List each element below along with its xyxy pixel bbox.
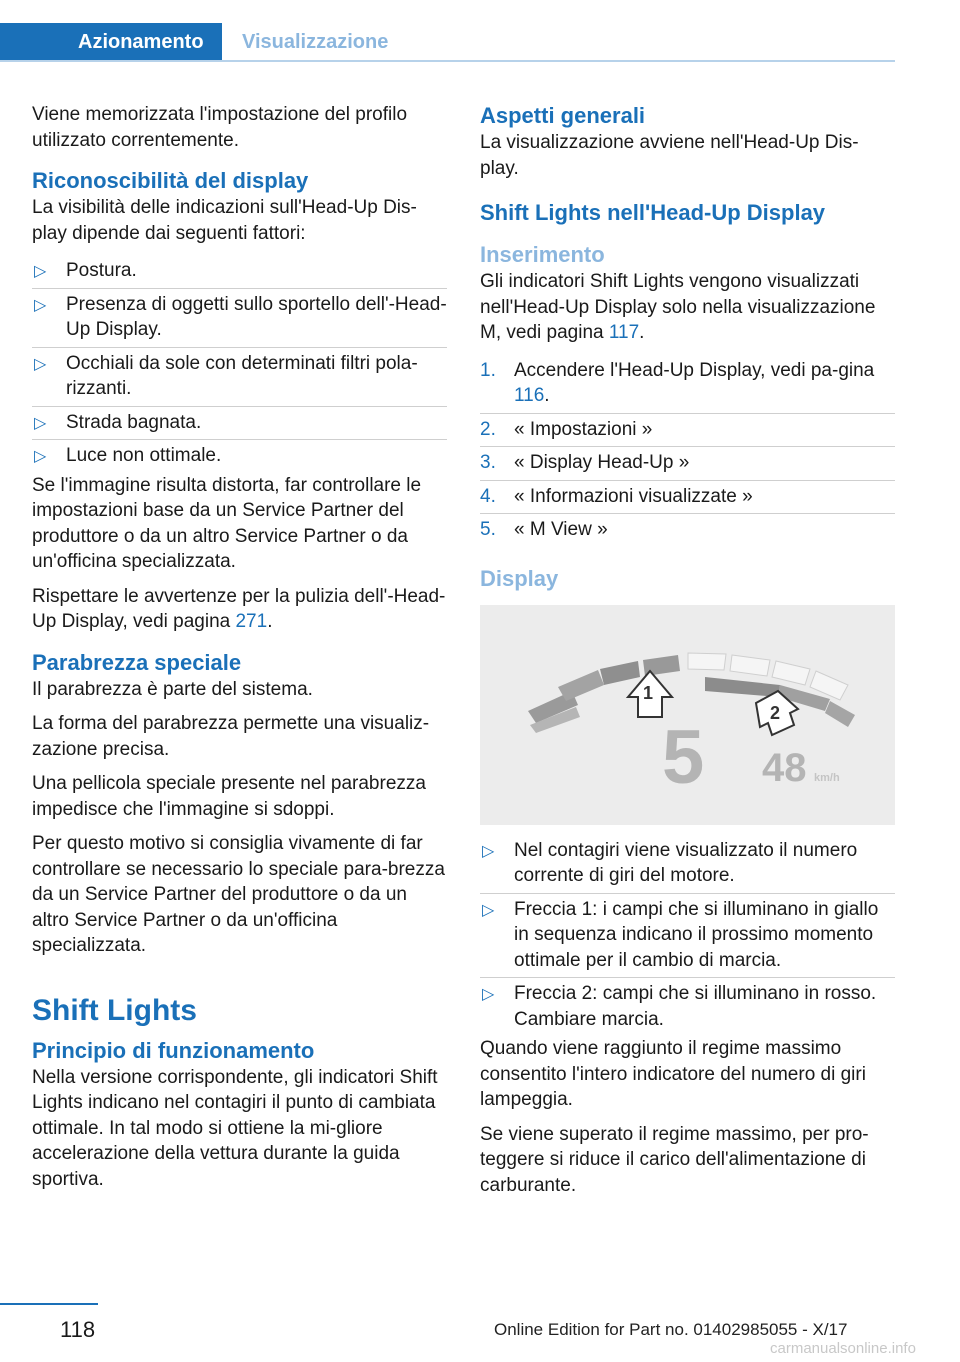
heading-visibility: Riconoscibilità del display — [32, 168, 309, 193]
paragraph-activation: Gli indicatori Shift Lights vengono visualizzati nell'Head-Up Display solo nella visualizzazione M, vedi pagina 117. — [480, 271, 876, 343]
watermark: carmanualsonline.info — [770, 1340, 916, 1357]
visibility-factors-list — [32, 255, 447, 473]
list-item: ▷ Freccia 2: campi che si illuminano in rosso. Cambiare marcia. — [482, 983, 877, 1030]
triangle-bullet-icon: ▷ — [34, 355, 47, 373]
triangle-bullet-icon: ▷ — [482, 901, 495, 919]
right-column — [480, 102, 895, 1207]
triangle-bullet-icon: ▷ — [34, 263, 47, 280]
triangle-bullet-icon: ▷ — [34, 296, 47, 314]
paragraph-max-rpm-1: Quando viene raggiunto il regime massimo consentito l'intero indicatore del numero di giri lampeggia. — [480, 1038, 866, 1110]
paragraph-cleaning: Rispettare le avvertenze per la pulizia dell'-Head-Up Display, vedi pagina 271. — [32, 585, 446, 632]
heading-activation: Inserimento — [480, 242, 605, 267]
arrow-2-label: 2 — [770, 702, 781, 723]
paragraph-principle: Nella versione corrispondente, gli indicatori Shift Lights indicano nel contagiri il punto di cambiata ottimale. In tal modo si ottiene la mi-gliore accelerazione della vettura durante la guida sportiva. — [32, 1066, 438, 1190]
list-item: ▷ Strada bagnata. — [32, 407, 447, 441]
heading-general: Aspetti generali — [480, 103, 646, 128]
display-items-list — [480, 835, 895, 1037]
heading-shift-hud: Shift Lights nell'Head-Up Display — [480, 200, 826, 225]
paragraph-windscreen-1: Il parabrezza è parte del sistema. — [32, 678, 313, 700]
triangle-bullet-icon: ▷ — [34, 414, 47, 432]
page-link-117[interactable]: 117 — [608, 322, 640, 343]
triangle-bullet-icon: ▷ — [482, 842, 495, 860]
page-link-116[interactable]: 116 — [514, 385, 545, 406]
list-item: ▷ Luce non ottimale. — [32, 440, 447, 473]
paragraph-general: La visualizzazione avviene nell'Head-Up Dis-play. — [480, 132, 859, 179]
left-column — [32, 102, 447, 1201]
edition-note: Online Edition for Part no. 01402985055 - X/17 — [494, 1320, 848, 1339]
activation-steps-list — [480, 355, 895, 547]
heading-display: Display — [480, 565, 559, 591]
list-item: ▷ Occhiali da sole con determinati filtri pola-rizzanti. — [32, 348, 447, 407]
paragraph-profile: Viene memorizzata l'impostazione del profilo utilizzato correntemente. — [32, 104, 408, 151]
paragraph-max-rpm-2: Se viene superato il regime massimo, per pro-teggere si riduce il carico dell'alimentazione di carburante. — [480, 1123, 869, 1196]
speed-value: 48 — [762, 745, 807, 790]
paragraph-distorted: Se l'immagine risulta distorta, far controllare le impostazioni base da un Service Partner del produttore o da un altro Service Partner o da un'officina specializzata. — [32, 474, 422, 572]
page-number: 118 — [60, 1317, 96, 1342]
hud-illustration — [480, 605, 895, 825]
paragraph-visibility: La visibilità delle indicazioni sull'Head-Up Dis-play dipende dai seguenti fattori: — [32, 197, 417, 244]
paragraph-windscreen-2: La forma del parabrezza permette una visualiz-zazione precisa. — [32, 713, 430, 760]
heading-principle: Principio di funzionamento — [32, 1037, 315, 1063]
triangle-bullet-icon: ▷ — [34, 448, 47, 465]
list-item: ▷ Nel contagiri viene visualizzato il numero corrente di giri del motore. — [480, 835, 895, 894]
list-item: 4. « Informazioni visualizzate » — [480, 481, 895, 515]
footer-divider — [0, 1303, 98, 1305]
list-item: 5. « M View » — [480, 519, 608, 540]
paragraph-windscreen-4: Per questo motivo si consiglia vivamente di far controllare se necessario lo speciale para-brezza da un Service Partner del produttore o da un altro Service Partner o da un'officina specializzata. — [32, 833, 445, 956]
heading-shift-lights: Shift Lights — [32, 993, 197, 1027]
list-item: ▷ Freccia 1: i campi che si illuminano in giallo in sequenza indicano il prossimo momento ottimale per il cambio di marcia. — [480, 894, 895, 979]
heading-windscreen: Parabrezza speciale — [32, 649, 242, 675]
speed-unit: km/h — [814, 771, 840, 784]
list-item: ▷ Presenza di oggetti sullo sportello dell'-Head-Up Display. — [32, 289, 447, 348]
list-item: 2. « Impostazioni » — [480, 414, 895, 448]
list-item: 3. « Display Head-Up » — [480, 447, 895, 481]
arrow-1-label: 1 — [643, 682, 654, 703]
list-item: 1. Accendere l'Head-Up Display, vedi pa-gina 116. — [480, 355, 895, 414]
hud-shift-lights-figure — [480, 605, 895, 825]
gear-number: 5 — [662, 714, 705, 800]
tab-azionamento[interactable]: Azionamento — [0, 23, 222, 62]
triangle-bullet-icon: ▷ — [482, 986, 495, 1003]
paragraph-windscreen-3: Una pellicola speciale presente nel parabrezza impedisce che l'immagine si sdoppi. — [32, 773, 426, 820]
tab-visualizzazione[interactable]: Visualizzazione — [242, 31, 389, 53]
page-link-271[interactable]: 271 — [235, 611, 268, 632]
header-divider — [0, 60, 895, 62]
list-item: ▷ Postura. — [32, 255, 447, 289]
